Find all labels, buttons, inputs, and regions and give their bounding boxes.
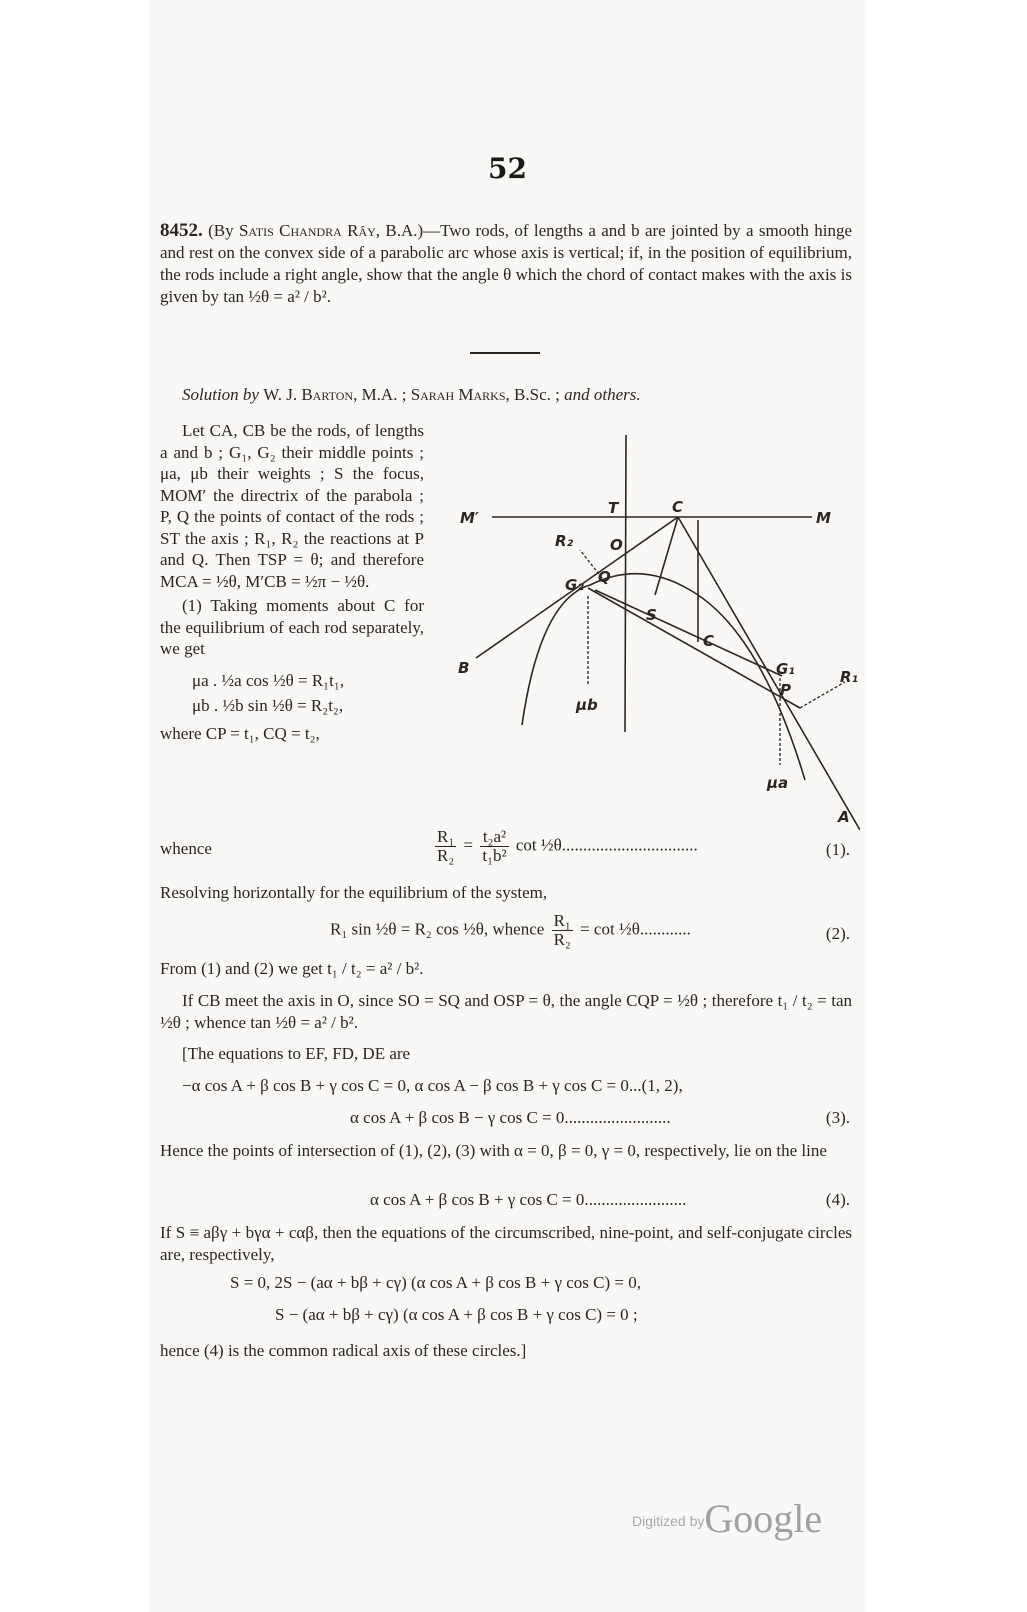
conclusion-text: hence (4) is the common radical axis of these circles.]	[160, 1341, 527, 1360]
label-p: P	[780, 681, 791, 699]
equation-4-tag: (4).	[825, 1190, 850, 1209]
focal-line-cs	[655, 517, 678, 595]
equation-3: α cos A + β cos B − γ cos C = 0......................... (3).	[350, 1108, 850, 1127]
label-b: B	[458, 659, 470, 677]
equation-circles-2: S − (aα + bβ + cγ) (α cos A + β cos B + γ cos C) = 0 ;	[275, 1305, 638, 1324]
label-r1: R₁	[840, 668, 859, 686]
if-cb-paragraph: If CB meet the axis in O, since SO = SQ and OSP = θ, the angle CQP = ½θ ; therefore t₁ / t₂ = tan ½θ ; whence tan ½θ = a² / b².	[160, 991, 852, 1032]
label-a: A	[838, 808, 850, 826]
hence-points-paragraph: Hence the points of intersection of (1), (2), (3) with α = 0, β = 0, γ = 0, respectively, lie on the line	[160, 1141, 827, 1160]
page-number: 52	[488, 152, 527, 185]
equation-1-tail: cot ½θ................................	[515, 835, 698, 855]
parabola-curve	[522, 574, 805, 780]
label-s: S	[646, 606, 657, 624]
equation-4: α cos A + β cos B + γ cos C = 0........................ (4).	[370, 1190, 850, 1209]
equation-3-tag: (3).	[825, 1108, 850, 1127]
if-s-paragraph: If S ≡ aβγ + bγα + cαβ, then the equations of the circumscribed, nine-point, and self-conjugate circles are, respectively,	[160, 1223, 852, 1264]
solver-degree-1: , M.A. ;	[353, 385, 407, 404]
label-m-prime: M′	[460, 509, 479, 527]
solution-by-label: Solution by	[182, 385, 259, 404]
equation-1-tag: (1).	[825, 840, 850, 859]
fraction-r1-r2: $\frac{\text{R₁}}{\text{R₂}}$	[437, 827, 455, 865]
problem-id: 8452.	[160, 220, 203, 241]
section-divider	[470, 352, 540, 354]
line-g2-g1	[595, 590, 782, 676]
definitions-paragraph: Let CA, CB be the rods, of lengths a and b ; G₁, G₂ their middle points ; μa, μb their weights ; S the focus, MOM′ the directrix of the parabola ; P, Q the points of contact of the rods ; ST the axis ; R₁, R₂ the reactions at P and Q. Then TSP = θ; and therefore MCA = ½θ, M′CB = ½π − ½θ.	[160, 421, 424, 591]
from-1-2-text: From (1) and (2) we get t₁ / t₂ = a² / b².	[160, 959, 424, 978]
parabola-figure	[440, 420, 860, 830]
equation-moment-b: μb . ½b sin ½θ = R₂t₂,	[192, 696, 344, 715]
label-mu-a: μa	[767, 774, 789, 792]
label-m: M	[816, 509, 831, 527]
solver-name-1: W. J. Barton	[263, 385, 354, 404]
equation-circles-1: S = 0, 2S − (aα + bβ + cγ) (α cos A + β cos B + γ cos C) = 0,	[230, 1273, 641, 1292]
figure-svg	[440, 420, 860, 830]
author-suffix: , B.A.)—	[375, 221, 441, 240]
equation-moment-a: μa . ½a cos ½θ = R₁t₁,	[192, 670, 345, 690]
problem-author: Satis Chandra Rây	[238, 221, 376, 240]
reaction-arrow-r1	[800, 682, 845, 708]
whence-label: whence	[160, 839, 212, 858]
watermark-prefix: Digitized by	[632, 1513, 705, 1529]
label-r2: R₂	[555, 532, 574, 550]
chord-of-contact	[588, 588, 800, 708]
fraction-r1-r2-b: $\frac{\text{R₁}}{\text{R₂}}$	[553, 911, 571, 949]
solution-left-column	[160, 420, 424, 744]
solution-attribution	[182, 385, 852, 405]
digitized-watermark	[632, 1495, 822, 1542]
label-g2: G₂	[565, 576, 584, 594]
equation-2-tail: = cot ½θ............	[580, 919, 691, 939]
problem-statement	[160, 220, 852, 308]
label-q: Q	[598, 568, 611, 586]
bracket-intro: [The equations to EF, FD, DE are	[182, 1044, 411, 1063]
label-c-top: C	[672, 498, 684, 516]
equation-1: $\frac{\text{R₁}}{\text{R₂}}$ = $\frac{\text{t₂a²}}{\text{t₁b²}}$ cot ½θ................................ (1).	[437, 827, 850, 865]
label-mu-b: μb	[576, 696, 598, 714]
moments-paragraph: (1) Taking moments about C for the equilibrium of each rod separately, we get	[160, 596, 424, 658]
solver-others: and others.	[564, 385, 641, 404]
google-logo: Google	[704, 1496, 823, 1541]
author-prefix: (By	[208, 221, 239, 240]
fraction-t2a2-t1b2: $\frac{\text{t₂a²}}{\text{t₁b²}}$	[482, 827, 507, 865]
solver-name-2: Sarah Marks	[410, 385, 506, 404]
tangent-lengths: where CP = t₁, CQ = t₂,	[160, 723, 320, 743]
equation-2	[330, 912, 850, 949]
label-t: T	[608, 499, 619, 517]
equation-2-left: R₁ sin ½θ = R₂ cos ½θ, whence	[330, 919, 545, 939]
equation-1-2: −α cos A + β cos B + γ cos C = 0, α cos A − β cos B + γ cos C = 0...(1, 2),	[182, 1076, 683, 1095]
label-g1: G₁	[776, 660, 795, 678]
resolving-text: Resolving horizontally for the equilibrium of the system,	[160, 883, 548, 902]
label-c-mid: C	[703, 632, 715, 650]
problem-text: Two rods, of lengths a and b are jointed by a smooth hinge and rest on the convex side of a parabolic arc whose axis is vertical; if, in the position of equilibrium, the rods include a right angle, show that the angle θ which the chord of contact makes with the axis is given by tan ½θ = a² / b².	[160, 221, 853, 306]
solver-degree-2: , B.Sc. ;	[505, 385, 560, 404]
label-o: O	[610, 536, 623, 554]
equation-2-tag: (2).	[825, 924, 850, 943]
axis-line	[625, 435, 626, 732]
